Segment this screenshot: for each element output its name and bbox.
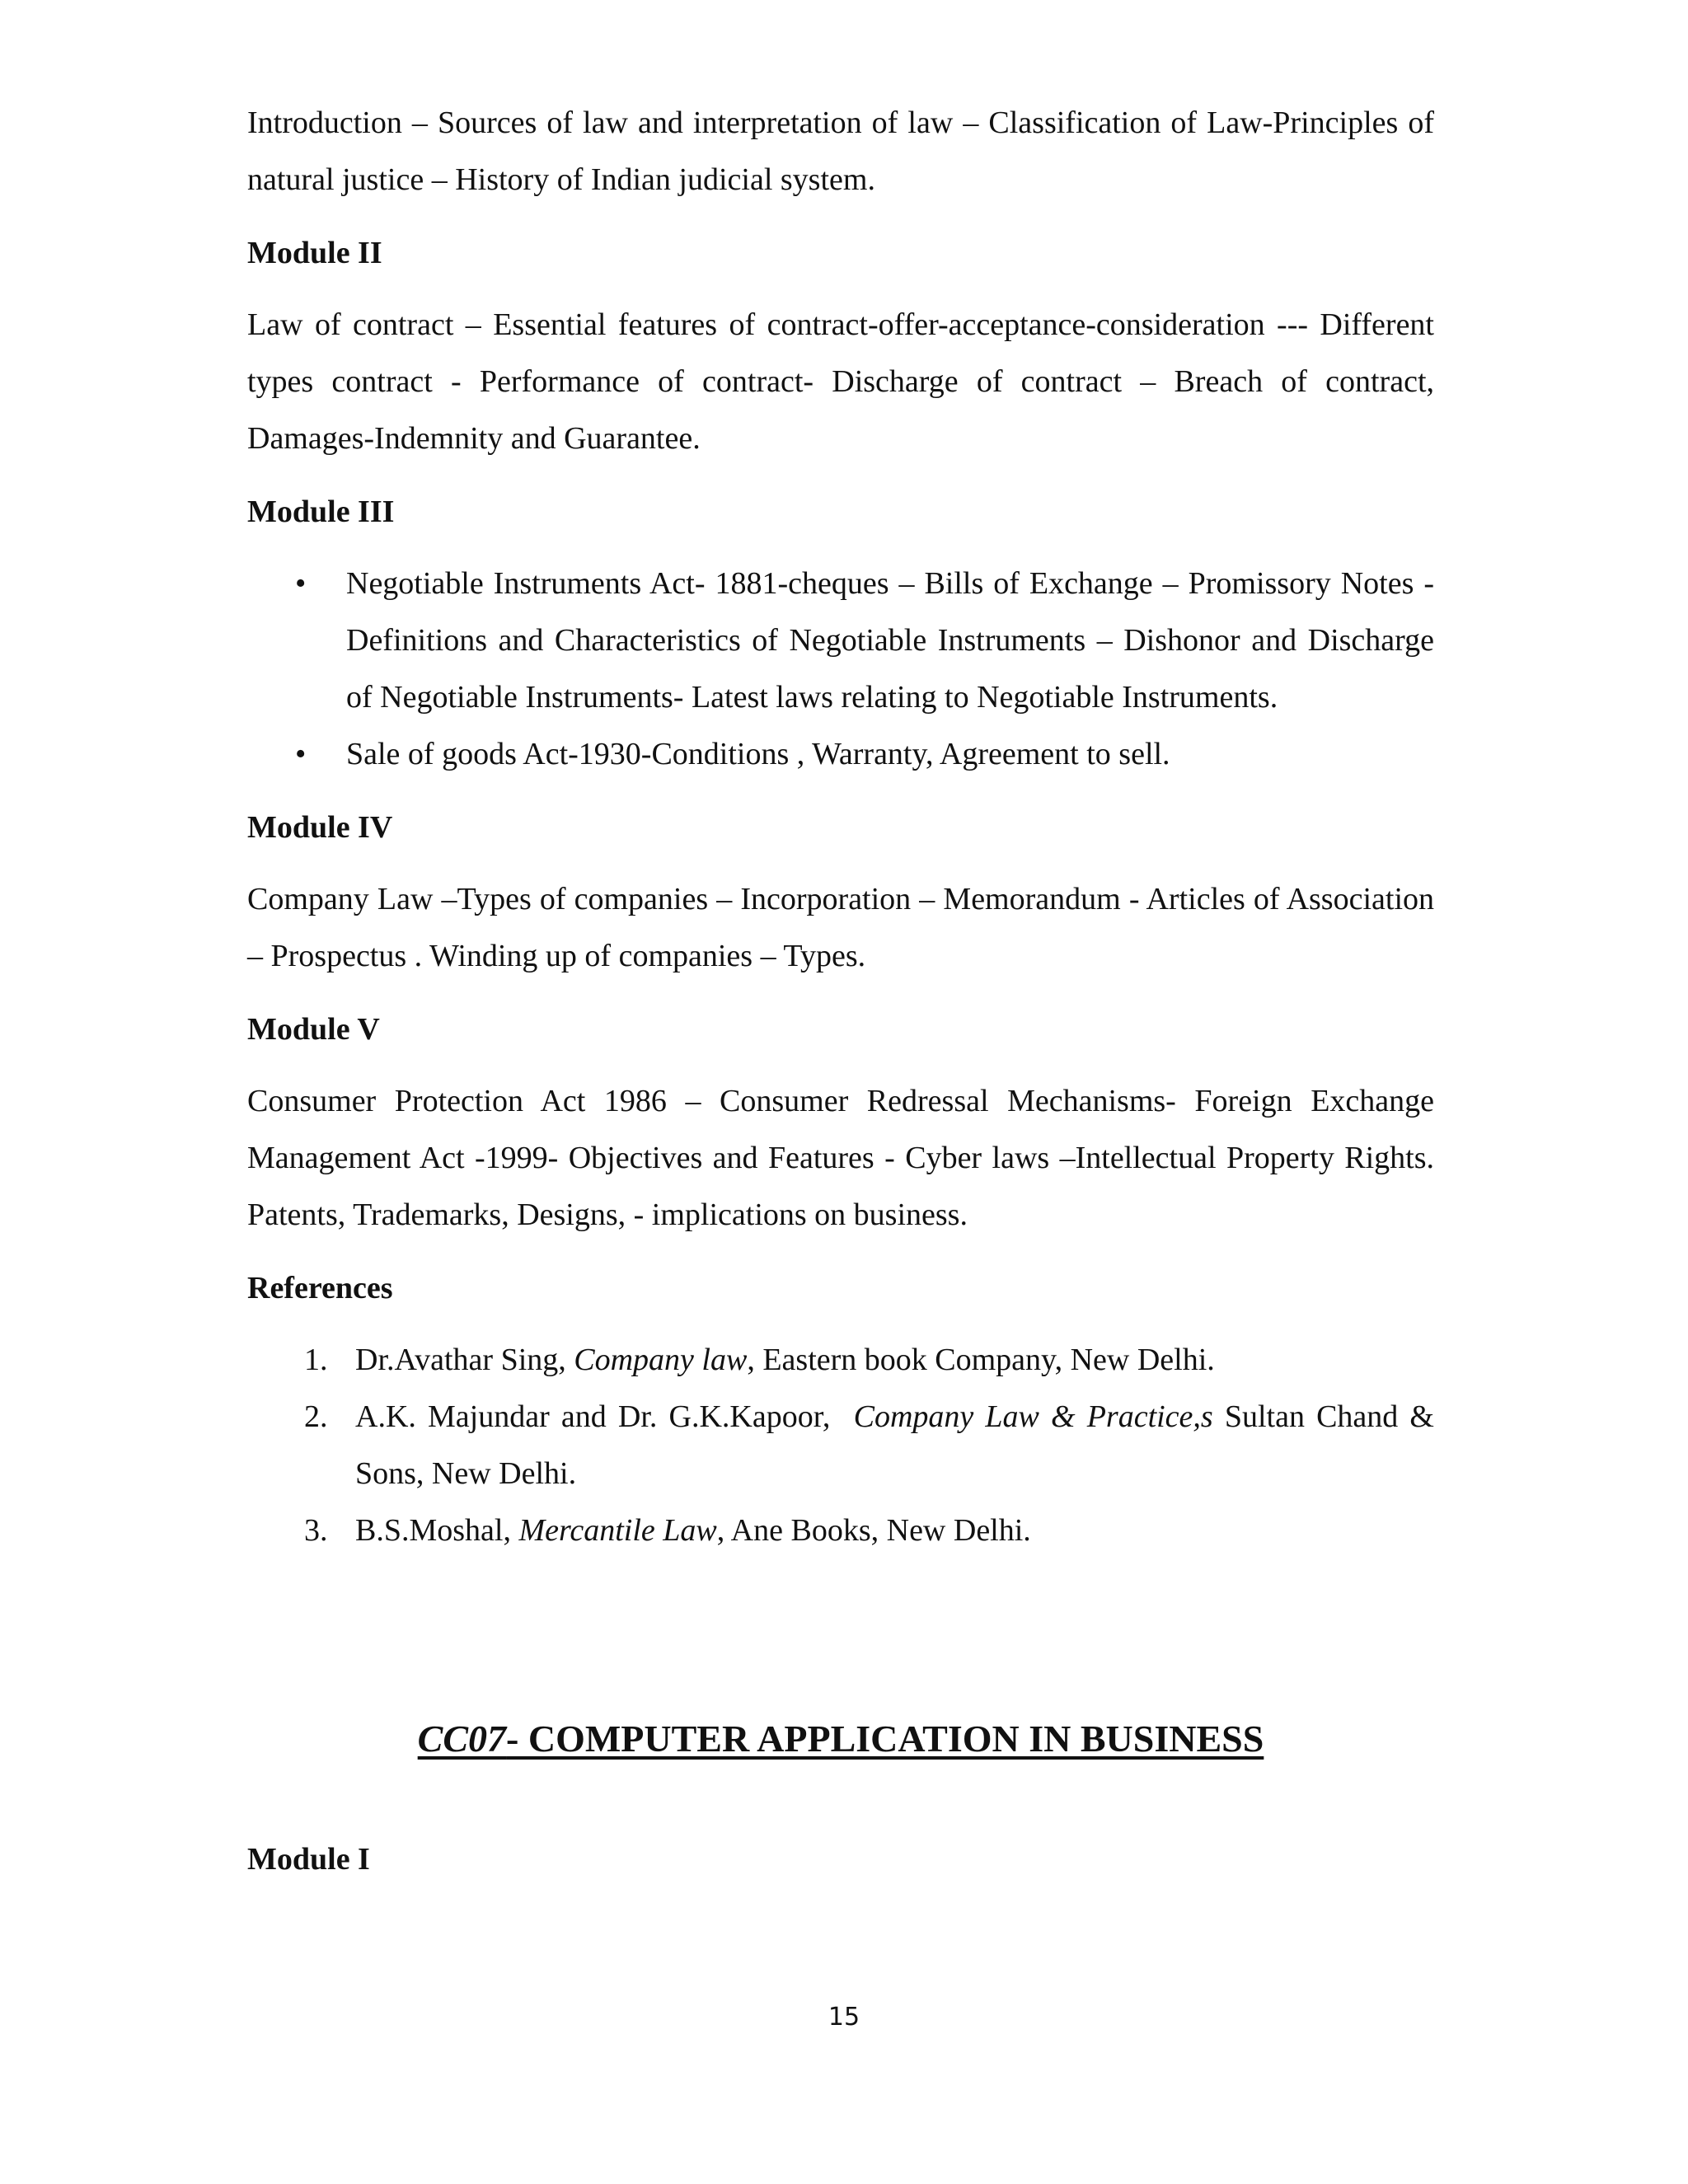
- reference-number: 1.: [304, 1343, 328, 1377]
- reference-publisher: , Ane Books, New Delhi.: [716, 1513, 1031, 1548]
- bullet-item: [247, 555, 1434, 726]
- reference-author: B.S.Moshal,: [355, 1513, 519, 1548]
- reference-publisher: Sultan Chand & Sons, New Delhi.: [355, 1399, 1434, 1491]
- reference-author: A.K. Majundar and Dr. G.K.Kapoor,: [355, 1399, 854, 1434]
- reference-title: Company Law & Practice,s: [853, 1399, 1213, 1434]
- reference-title: Mercantile Law: [518, 1513, 717, 1548]
- module-2-heading: Module II: [247, 236, 382, 270]
- course-title: [247, 1714, 1434, 1764]
- reference-number: 2.: [304, 1399, 328, 1434]
- reference-publisher: , Eastern book Company, New Delhi.: [747, 1343, 1215, 1377]
- bullet-text: Negotiable Instruments Act- 1881-cheques – Bills of Exchange – Promissory Notes - Definitions and Characteristics of Negotiable Instruments – Dishonor and Discharge of Negotiable Instruments- Latest laws relating to Negotiable Instruments.: [346, 566, 1434, 715]
- reference-item: [247, 1332, 1434, 1389]
- bullet-text: Sale of goods Act-1930-Conditions , Warranty, Agreement to sell.: [346, 737, 1170, 771]
- module-4-heading: Module IV: [247, 810, 393, 845]
- references-list: [247, 1332, 1434, 1559]
- reference-item: [247, 1502, 1434, 1559]
- bullet-item: [247, 726, 1434, 783]
- bullet-icon: •: [295, 737, 307, 771]
- course-name: - COMPUTER APPLICATION IN BUSINESS: [506, 1718, 1264, 1760]
- module-5-text: Consumer Protection Act 1986 – Consumer Redressal Mechanisms- Foreign Exchange Management Act -1999- Objectives and Features - Cyber laws –Intellectual Property Rights. Patents, Trademarks, Designs, - implications on business.: [247, 1084, 1434, 1232]
- module-1-text: Introduction – Sources of law and interpretation of law – Classification of Law-Principles of natural justice – History of Indian judicial system.: [247, 105, 1434, 197]
- reference-item: [247, 1389, 1434, 1502]
- course-code: CC07: [417, 1718, 507, 1760]
- reference-number: 3.: [304, 1513, 328, 1548]
- next-module-heading: Module I: [247, 1842, 370, 1877]
- module-4-text: Company Law –Types of companies – Incorporation – Memorandum - Articles of Association – Prospectus . Winding up of companies – Types.: [247, 882, 1434, 973]
- module-2-text: Law of contract – Essential features of contract-offer-acceptance-consideration --- Different types contract - Performance of contract- Discharge of contract – Breach of contract, Damages-Indemnity and Guarantee.: [247, 307, 1434, 456]
- page-number: 15: [828, 2003, 860, 2032]
- reference-author: Dr.Avathar Sing,: [355, 1343, 574, 1377]
- module-5-heading: Module V: [247, 1012, 380, 1047]
- reference-title: Company law: [574, 1343, 748, 1377]
- course-title-line: [418, 1718, 1264, 1760]
- bullet-icon: •: [295, 566, 307, 601]
- references-heading: References: [247, 1271, 393, 1305]
- module-3-heading: Module III: [247, 494, 395, 529]
- module-3-bullet-list: [247, 555, 1434, 783]
- syllabus-content: [247, 95, 1434, 1559]
